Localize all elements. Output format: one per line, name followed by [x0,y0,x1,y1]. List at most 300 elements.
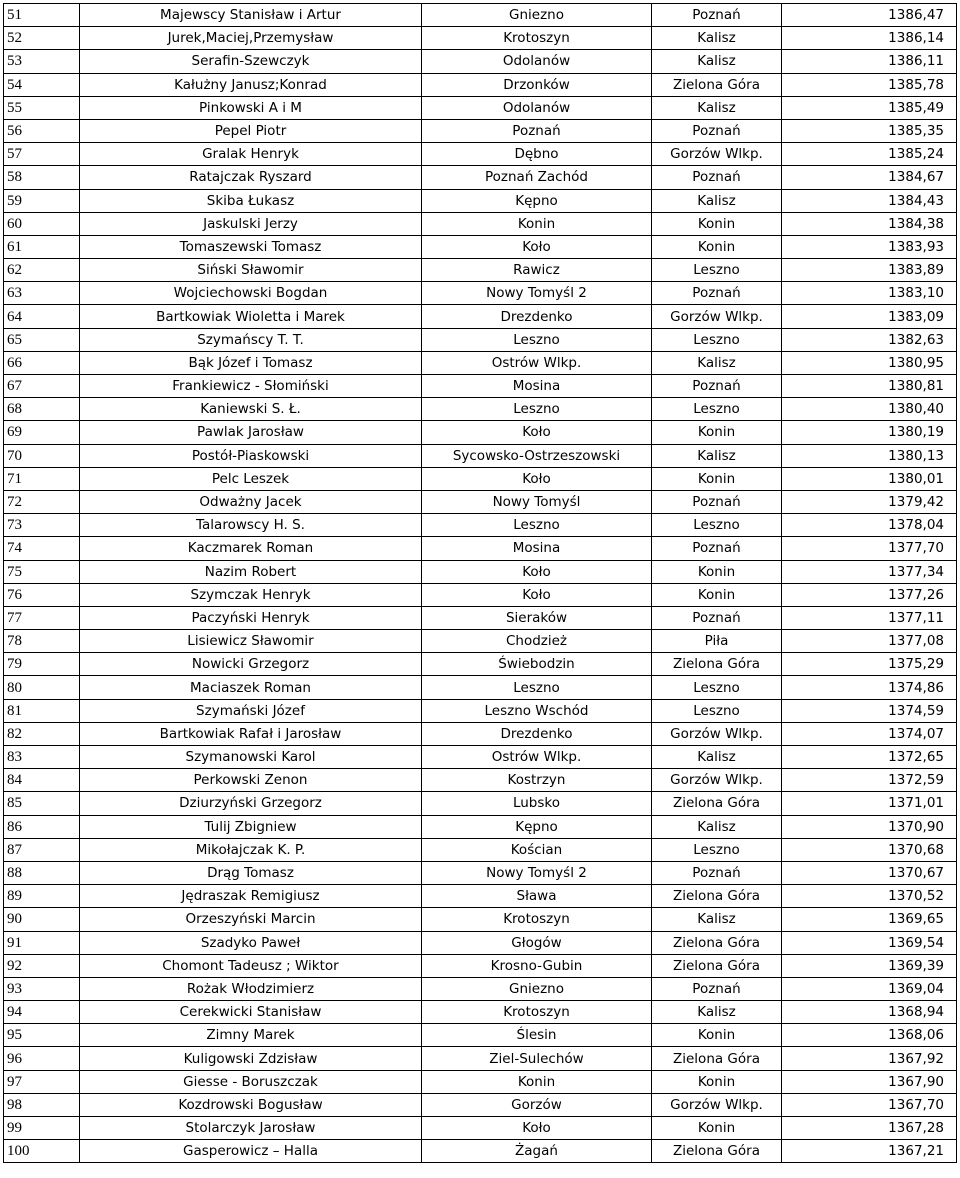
city-cell: Mosina [422,537,652,560]
city-cell: Koło [422,467,652,490]
city-cell: Konin [422,212,652,235]
region-cell: Gorzów Wlkp. [652,722,782,745]
score-cell: 1385,49 [782,96,957,119]
score-cell: 1369,54 [782,931,957,954]
region-cell: Zielona Góra [652,653,782,676]
rank-cell: 79 [4,653,80,676]
name-cell: Gralak Henryk [80,143,422,166]
results-table [3,3,957,1163]
score-cell: 1375,29 [782,653,957,676]
score-cell: 1370,67 [782,861,957,884]
name-cell: Szymanowski Karol [80,746,422,769]
name-cell: Drąg Tomasz [80,861,422,884]
rank-cell: 90 [4,908,80,931]
table-row [4,282,957,305]
city-cell: Nowy Tomyśl 2 [422,861,652,884]
rank-cell: 53 [4,50,80,73]
name-cell: Pinkowski A i M [80,96,422,119]
region-cell: Kalisz [652,444,782,467]
name-cell: Tulij Zbigniew [80,815,422,838]
table-row [4,1140,957,1163]
name-cell: Kozdrowski Bogusław [80,1093,422,1116]
rank-cell: 84 [4,769,80,792]
rank-cell: 56 [4,119,80,142]
city-cell: Krotoszyn [422,27,652,50]
region-cell: Konin [652,235,782,258]
name-cell: Postół-Piaskowski [80,444,422,467]
region-cell: Gorzów Wlkp. [652,305,782,328]
city-cell: Krotoszyn [422,1001,652,1024]
rank-cell: 100 [4,1140,80,1163]
table-row [4,583,957,606]
table-row [4,73,957,96]
rank-cell: 76 [4,583,80,606]
city-cell: Rawicz [422,259,652,282]
rank-cell: 81 [4,699,80,722]
table-row [4,398,957,421]
city-cell: Chodzież [422,630,652,653]
city-cell: Głogów [422,931,652,954]
table-row [4,1024,957,1047]
name-cell: Pawlak Jarosław [80,421,422,444]
table-row [4,769,957,792]
score-cell: 1380,95 [782,351,957,374]
name-cell: Serafin-Szewczyk [80,50,422,73]
name-cell: Bartkowiak Wioletta i Marek [80,305,422,328]
region-cell: Poznań [652,375,782,398]
region-cell: Konin [652,1024,782,1047]
rank-cell: 68 [4,398,80,421]
rank-cell: 67 [4,375,80,398]
name-cell: Bąk Józef i Tomasz [80,351,422,374]
name-cell: Mikołajczak K. P. [80,838,422,861]
name-cell: Majewscy Stanisław i Artur [80,4,422,27]
table-row [4,1047,957,1070]
region-cell: Piła [652,630,782,653]
score-cell: 1384,43 [782,189,957,212]
table-row [4,27,957,50]
name-cell: Odważny Jacek [80,490,422,513]
rank-cell: 96 [4,1047,80,1070]
rank-cell: 78 [4,630,80,653]
region-cell: Leszno [652,328,782,351]
table-row [4,653,957,676]
city-cell: Leszno [422,676,652,699]
table-row [4,699,957,722]
region-cell: Zielona Góra [652,954,782,977]
region-cell: Kalisz [652,27,782,50]
score-cell: 1371,01 [782,792,957,815]
region-cell: Kalisz [652,746,782,769]
table-row [4,1117,957,1140]
score-cell: 1367,70 [782,1093,957,1116]
score-cell: 1367,21 [782,1140,957,1163]
region-cell: Poznań [652,4,782,27]
table-row [4,560,957,583]
city-cell: Sycowsko-Ostrzeszowski [422,444,652,467]
region-cell: Poznań [652,282,782,305]
table-row [4,235,957,258]
name-cell: Szadyko Paweł [80,931,422,954]
city-cell: Sieraków [422,606,652,629]
city-cell: Leszno [422,514,652,537]
city-cell: Koło [422,1117,652,1140]
table-row [4,885,957,908]
name-cell: Skiba Łukasz [80,189,422,212]
table-row [4,861,957,884]
table-row [4,50,957,73]
name-cell: Rożak Włodzimierz [80,977,422,1000]
score-cell: 1369,65 [782,908,957,931]
name-cell: Giesse - Boruszczak [80,1070,422,1093]
score-cell: 1377,26 [782,583,957,606]
city-cell: Gorzów [422,1093,652,1116]
city-cell: Gniezno [422,977,652,1000]
name-cell: Chomont Tadeusz ; Wiktor [80,954,422,977]
region-cell: Poznań [652,977,782,1000]
rank-cell: 92 [4,954,80,977]
rank-cell: 99 [4,1117,80,1140]
table-row [4,189,957,212]
city-cell: Ostrów Wlkp. [422,746,652,769]
name-cell: Bartkowiak Rafał i Jarosław [80,722,422,745]
name-cell: Frankiewicz - Słomiński [80,375,422,398]
score-cell: 1386,47 [782,4,957,27]
name-cell: Cerekwicki Stanisław [80,1001,422,1024]
name-cell: Stolarczyk Jarosław [80,1117,422,1140]
region-cell: Leszno [652,838,782,861]
rank-cell: 80 [4,676,80,699]
city-cell: Kępno [422,815,652,838]
table-row [4,467,957,490]
rank-cell: 59 [4,189,80,212]
score-cell: 1383,09 [782,305,957,328]
city-cell: Kostrzyn [422,769,652,792]
name-cell: Perkowski Zenon [80,769,422,792]
region-cell: Konin [652,467,782,490]
rank-cell: 66 [4,351,80,374]
rank-cell: 93 [4,977,80,1000]
score-cell: 1383,10 [782,282,957,305]
city-cell: Konin [422,1070,652,1093]
table-row [4,815,957,838]
table-row [4,514,957,537]
table-row [4,746,957,769]
region-cell: Konin [652,583,782,606]
city-cell: Leszno Wschód [422,699,652,722]
table-row [4,444,957,467]
table-row [4,722,957,745]
table-row [4,1070,957,1093]
score-cell: 1367,90 [782,1070,957,1093]
score-cell: 1374,86 [782,676,957,699]
rank-cell: 55 [4,96,80,119]
city-cell: Odolanów [422,50,652,73]
city-cell: Świebodzin [422,653,652,676]
rank-cell: 71 [4,467,80,490]
score-cell: 1368,94 [782,1001,957,1024]
rank-cell: 94 [4,1001,80,1024]
region-cell: Leszno [652,699,782,722]
rank-cell: 98 [4,1093,80,1116]
rank-cell: 70 [4,444,80,467]
region-cell: Gorzów Wlkp. [652,143,782,166]
name-cell: Szymańscy T. T. [80,328,422,351]
table-row [4,931,957,954]
region-cell: Leszno [652,676,782,699]
results-table-body [4,4,957,1163]
region-cell: Konin [652,1117,782,1140]
rank-cell: 83 [4,746,80,769]
region-cell: Zielona Góra [652,792,782,815]
name-cell: Kałużny Janusz;Konrad [80,73,422,96]
city-cell: Odolanów [422,96,652,119]
table-row [4,630,957,653]
table-row [4,977,957,1000]
score-cell: 1374,07 [782,722,957,745]
region-cell: Kalisz [652,815,782,838]
rank-cell: 87 [4,838,80,861]
rank-cell: 62 [4,259,80,282]
city-cell: Kościan [422,838,652,861]
table-row [4,305,957,328]
table-row [4,166,957,189]
score-cell: 1380,01 [782,467,957,490]
city-cell: Nowy Tomyśl [422,490,652,513]
region-cell: Konin [652,421,782,444]
score-cell: 1370,90 [782,815,957,838]
score-cell: 1386,11 [782,50,957,73]
region-cell: Kalisz [652,1001,782,1024]
rank-cell: 88 [4,861,80,884]
score-cell: 1377,70 [782,537,957,560]
table-row [4,259,957,282]
region-cell: Zielona Góra [652,931,782,954]
table-row [4,537,957,560]
rank-cell: 52 [4,27,80,50]
score-cell: 1380,13 [782,444,957,467]
city-cell: Ślesin [422,1024,652,1047]
table-row [4,4,957,27]
rank-cell: 51 [4,4,80,27]
rank-cell: 89 [4,885,80,908]
region-cell: Poznań [652,119,782,142]
name-cell: Tomaszewski Tomasz [80,235,422,258]
table-row [4,792,957,815]
rank-cell: 65 [4,328,80,351]
city-cell: Krosno-Gubin [422,954,652,977]
table-row [4,490,957,513]
score-cell: 1383,93 [782,235,957,258]
table-row [4,676,957,699]
region-cell: Kalisz [652,351,782,374]
region-cell: Leszno [652,514,782,537]
name-cell: Wojciechowski Bogdan [80,282,422,305]
score-cell: 1382,63 [782,328,957,351]
score-cell: 1380,19 [782,421,957,444]
name-cell: Lisiewicz Sławomir [80,630,422,653]
name-cell: Jurek,Maciej,Przemysław [80,27,422,50]
score-cell: 1385,35 [782,119,957,142]
score-cell: 1377,08 [782,630,957,653]
score-cell: 1367,92 [782,1047,957,1070]
score-cell: 1379,42 [782,490,957,513]
rank-cell: 60 [4,212,80,235]
table-row [4,421,957,444]
region-cell: Konin [652,212,782,235]
city-cell: Leszno [422,398,652,421]
score-cell: 1378,04 [782,514,957,537]
score-cell: 1368,06 [782,1024,957,1047]
region-cell: Leszno [652,398,782,421]
city-cell: Dębno [422,143,652,166]
region-cell: Zielona Góra [652,1140,782,1163]
name-cell: Kuligowski Zdzisław [80,1047,422,1070]
score-cell: 1380,81 [782,375,957,398]
region-cell: Kalisz [652,50,782,73]
rank-cell: 72 [4,490,80,513]
name-cell: Jaskulski Jerzy [80,212,422,235]
score-cell: 1385,24 [782,143,957,166]
city-cell: Nowy Tomyśl 2 [422,282,652,305]
city-cell: Kępno [422,189,652,212]
name-cell: Dziurzyński Grzegorz [80,792,422,815]
city-cell: Żagań [422,1140,652,1163]
name-cell: Ratajczak Ryszard [80,166,422,189]
city-cell: Gniezno [422,4,652,27]
city-cell: Mosina [422,375,652,398]
city-cell: Poznań Zachód [422,166,652,189]
name-cell: Szymański Józef [80,699,422,722]
region-cell: Poznań [652,166,782,189]
city-cell: Koło [422,235,652,258]
name-cell: Jędraszak Remigiusz [80,885,422,908]
name-cell: Zimny Marek [80,1024,422,1047]
city-cell: Drezdenko [422,722,652,745]
name-cell: Nowicki Grzegorz [80,653,422,676]
table-row [4,96,957,119]
name-cell: Maciaszek Roman [80,676,422,699]
city-cell: Lubsko [422,792,652,815]
region-cell: Poznań [652,537,782,560]
table-row [4,1001,957,1024]
rank-cell: 77 [4,606,80,629]
region-cell: Zielona Góra [652,73,782,96]
table-row [4,908,957,931]
score-cell: 1384,38 [782,212,957,235]
name-cell: Szymczak Henryk [80,583,422,606]
table-row [4,351,957,374]
rank-cell: 69 [4,421,80,444]
score-cell: 1369,04 [782,977,957,1000]
city-cell: Leszno [422,328,652,351]
city-cell: Krotoszyn [422,908,652,931]
region-cell: Poznań [652,606,782,629]
score-cell: 1377,11 [782,606,957,629]
rank-cell: 63 [4,282,80,305]
table-row [4,119,957,142]
region-cell: Zielona Góra [652,885,782,908]
table-row [4,838,957,861]
name-cell: Pepel Piotr [80,119,422,142]
score-cell: 1384,67 [782,166,957,189]
region-cell: Konin [652,1070,782,1093]
name-cell: Siński Sławomir [80,259,422,282]
score-cell: 1370,52 [782,885,957,908]
region-cell: Kalisz [652,189,782,212]
city-cell: Koło [422,583,652,606]
rank-cell: 57 [4,143,80,166]
score-cell: 1383,89 [782,259,957,282]
rank-cell: 85 [4,792,80,815]
region-cell: Gorzów Wlkp. [652,1093,782,1116]
score-cell: 1369,39 [782,954,957,977]
rank-cell: 86 [4,815,80,838]
region-cell: Poznań [652,490,782,513]
score-cell: 1374,59 [782,699,957,722]
rank-cell: 91 [4,931,80,954]
score-cell: 1367,28 [782,1117,957,1140]
score-cell: 1370,68 [782,838,957,861]
rank-cell: 95 [4,1024,80,1047]
rank-cell: 97 [4,1070,80,1093]
rank-cell: 75 [4,560,80,583]
name-cell: Kaczmarek Roman [80,537,422,560]
name-cell: Gasperowicz – Halla [80,1140,422,1163]
table-row [4,212,957,235]
city-cell: Drzonków [422,73,652,96]
table-row [4,954,957,977]
table-row [4,375,957,398]
rank-cell: 73 [4,514,80,537]
name-cell: Kaniewski S. Ł. [80,398,422,421]
name-cell: Paczyński Henryk [80,606,422,629]
rank-cell: 74 [4,537,80,560]
region-cell: Zielona Góra [652,1047,782,1070]
name-cell: Nazim Robert [80,560,422,583]
city-cell: Koło [422,560,652,583]
table-row [4,143,957,166]
score-cell: 1372,65 [782,746,957,769]
name-cell: Orzeszyński Marcin [80,908,422,931]
city-cell: Ziel-Sulechów [422,1047,652,1070]
city-cell: Poznań [422,119,652,142]
score-cell: 1385,78 [782,73,957,96]
region-cell: Kalisz [652,96,782,119]
name-cell: Pelc Leszek [80,467,422,490]
table-row [4,606,957,629]
name-cell: Talarowscy H. S. [80,514,422,537]
city-cell: Koło [422,421,652,444]
region-cell: Gorzów Wlkp. [652,769,782,792]
score-cell: 1377,34 [782,560,957,583]
table-row [4,328,957,351]
region-cell: Kalisz [652,908,782,931]
table-row [4,1093,957,1116]
score-cell: 1372,59 [782,769,957,792]
score-cell: 1380,40 [782,398,957,421]
region-cell: Konin [652,560,782,583]
region-cell: Leszno [652,259,782,282]
city-cell: Sława [422,885,652,908]
rank-cell: 82 [4,722,80,745]
rank-cell: 58 [4,166,80,189]
city-cell: Drezdenko [422,305,652,328]
score-cell: 1386,14 [782,27,957,50]
rank-cell: 61 [4,235,80,258]
rank-cell: 64 [4,305,80,328]
city-cell: Ostrów Wlkp. [422,351,652,374]
